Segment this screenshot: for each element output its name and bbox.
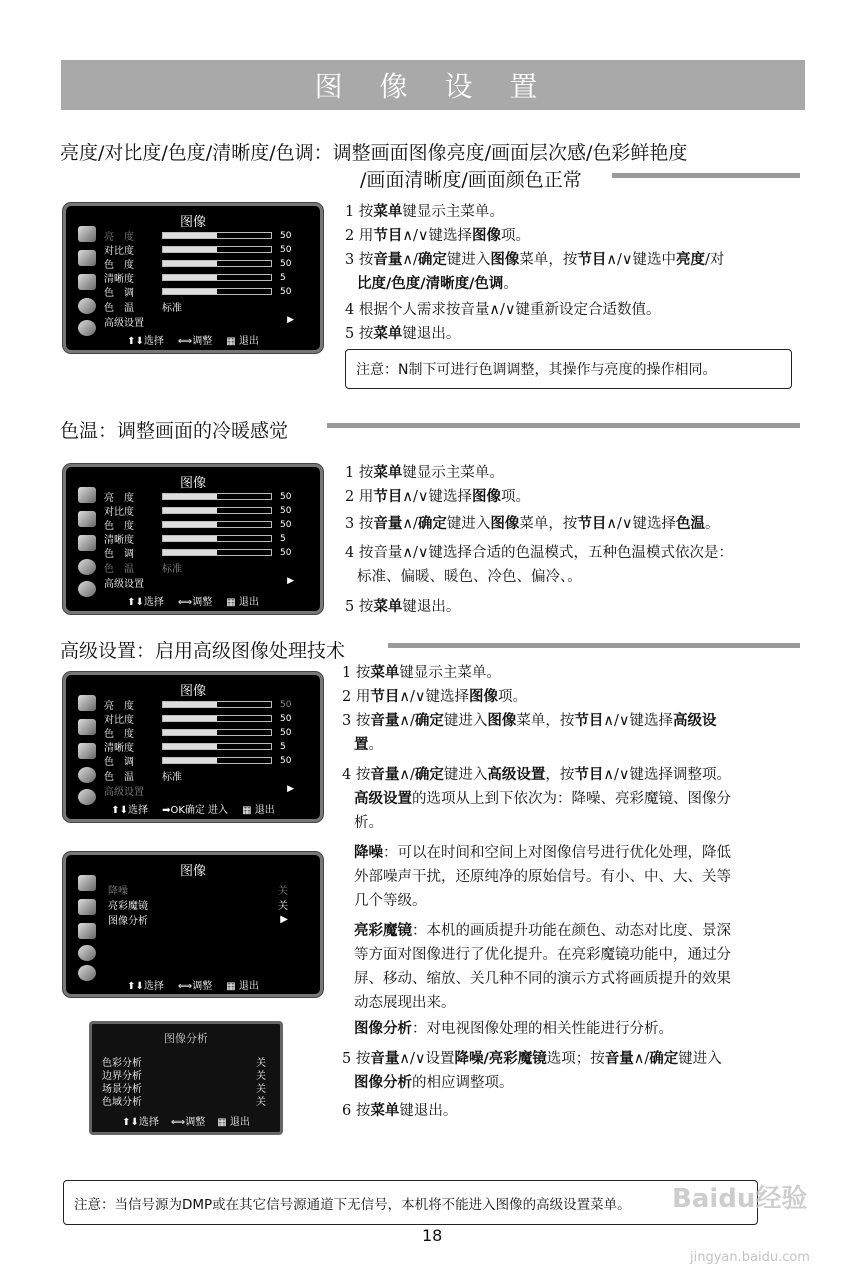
picture-icon: [78, 875, 96, 891]
step-3: 3 按音量∧/确定键进入图像菜单，按节目∧/∨键选择色温。: [345, 516, 720, 532]
step-4: 4 根据个人需求按音量∧/∨键重新设定合适数值。: [345, 302, 661, 318]
tv-menu-picture-2: [63, 464, 323, 614]
menu-row-sharpness: 清晰度 5: [104, 741, 286, 754]
section1-heading-line2: /画面清晰度/画面颜色正常: [360, 169, 582, 191]
sound-icon: [78, 250, 96, 266]
picture-icon: [78, 487, 96, 503]
menu-row-brightness: 亮 度 50: [104, 699, 292, 712]
step-4-cont2: 析。: [354, 815, 383, 831]
step-2: 2 用节目∧/∨键选择图像项。: [345, 489, 530, 505]
section1-heading-line1: 亮度/对比度/色度/清晰度/色调：调整画面图像亮度/画面层次感/色彩鲜艳度: [60, 142, 688, 164]
step-5: 5 按菜单键退出。: [345, 326, 461, 342]
settings-gear-icon: [78, 559, 96, 575]
step-1: 1 按菜单键显示主菜单。: [345, 465, 504, 481]
settings-gear-icon: [78, 767, 96, 783]
menu-right-arrow-icon: ▶: [287, 576, 294, 586]
section3-rule: [388, 643, 800, 648]
menu-row-gamut-analysis: 色域分析 关: [102, 1097, 266, 1108]
menu-row-sharpness: 清晰度 5: [104, 272, 286, 285]
section2-steps: [345, 461, 810, 619]
menu-title: 图像分析: [164, 1032, 208, 1045]
menu-title: 图像: [179, 476, 206, 491]
menu-row-color: 色 度 50: [104, 727, 292, 740]
page-title-bar: [61, 60, 805, 110]
menu-row-brightness: 亮 度 50: [104, 491, 292, 504]
menu-row-contrast: 对比度 50: [104, 713, 292, 726]
step-4-cont: 高级设置的选项从上到下依次为：降噪、亮彩魔镜、图像分: [354, 791, 731, 807]
menu-row-edge-analysis: 边界分析 关: [102, 1071, 266, 1082]
sound-icon: [78, 719, 96, 735]
color-magic-desc-3: 屏、移动、缩放、关几种不同的演示方式将画质提升的效果: [354, 971, 731, 987]
step-3-cont: 比度/色度/清晰度/色调。: [357, 276, 518, 292]
channel-icon: [78, 274, 96, 290]
bottom-note: 注意：当信号源为DMP或在其它信号源通道下无信号，本机将不能进入图像的高级设置菜单。: [63, 1180, 758, 1225]
menu-row-color-analysis: 色彩分析 关: [102, 1058, 266, 1069]
step-4-cont: 标准、偏暖、暖色、冷色、偏冷、。: [357, 569, 582, 585]
step-3-cont: 置。: [354, 737, 383, 753]
picture-icon: [78, 695, 96, 711]
section1-steps: [345, 200, 810, 346]
menu-row-color-temp: 色 温 标准: [104, 772, 182, 783]
noise-reduction-desc-3: 几个等级。: [354, 893, 427, 909]
menu-row-advanced: 高级设置: [104, 579, 144, 590]
noise-reduction-desc: 降噪：可以在时间和空间上对图像信号进行优化处理，降低: [354, 845, 731, 861]
menu-row-advanced: 高级设置: [104, 318, 144, 329]
menu-footer: ⬆⬇选择 ⟺调整 ▦ 退出: [127, 336, 259, 347]
menu-row-color: 色 度 50: [104, 258, 292, 271]
menu-row-tint: 色 调 50: [104, 547, 292, 560]
menu-title: 图像: [179, 684, 206, 699]
menu-row-contrast: 对比度 50: [104, 505, 292, 518]
noise-reduction-desc-2: 外部噪声干扰，还原纯净的原始信号。有小、中、大、关等: [354, 869, 731, 885]
picture-icon: [78, 226, 96, 242]
settings-gear-icon: [78, 298, 96, 314]
menu-row-image-analysis: 图像分析 ▶: [108, 914, 288, 927]
step-1: 1 按菜单键显示主菜单。: [345, 204, 504, 220]
menu-title: 图像: [179, 864, 206, 879]
color-magic-desc-2: 等方面对图像进行了优化提升。在亮彩魔镜功能中，通过分: [354, 947, 731, 963]
step-2: 2 用节目∧/∨键选择图像项。: [345, 228, 530, 244]
tv-menu-advanced: [63, 852, 323, 997]
menu-row-brightness: 亮 度 50: [104, 230, 292, 243]
menu-row-tint: 色 调 50: [104, 755, 292, 768]
step-6: 6 按菜单键退出。: [342, 1103, 458, 1119]
menu-row-color-temp: 色 温 标准: [104, 303, 182, 314]
section1-note: 注意：N制下可进行色调调整，其操作与亮度的操作相同。: [345, 349, 792, 389]
menu-row-color-magic: 亮彩魔镜 关: [108, 901, 288, 912]
image-analysis-desc: 图像分析：对电视图像处理的相关性能进行分析。: [354, 1021, 673, 1037]
step-3: 3 按音量∧/确定键进入图像菜单，按节目∧/∨键选中亮度/对: [345, 252, 725, 268]
menu-right-arrow-icon: ▶: [287, 784, 294, 794]
color-magic-desc: 亮彩魔镜：本机的画质提升功能在颜色、动态对比度、景深: [354, 923, 731, 939]
page-number: 18: [422, 1226, 443, 1245]
step-4: 4 按音量∧/∨键选择合适的色温模式，五种色温模式依次是：: [345, 545, 733, 561]
menu-row-sharpness: 清晰度 5: [104, 533, 286, 546]
step-5: 5 按菜单键退出。: [345, 599, 461, 615]
color-magic-desc-4: 动态展现出来。: [354, 995, 456, 1011]
menu-footer: ⬆⬇选择 ⟺调整 ▦ 退出: [127, 981, 259, 992]
section2-rule: [327, 423, 800, 428]
settings-gear-icon: [78, 945, 96, 961]
menu-row-color-temp: 色 温 标准: [104, 564, 182, 575]
menu-row-contrast: 对比度 50: [104, 244, 292, 257]
section2-heading: 色温：调整画面的冷暖感觉: [60, 420, 289, 442]
menu-row-color: 色 度 50: [104, 519, 292, 532]
watermark-logo: Baidu经验: [672, 1184, 808, 1214]
watermark-url: jingyan.baidu.com: [690, 1250, 810, 1265]
section3-heading: 高级设置：启用高级图像处理技术: [60, 640, 346, 662]
channel-icon: [78, 535, 96, 551]
channel-icon: [78, 923, 96, 939]
tv-menu-image-analysis: [89, 1021, 283, 1135]
menu-title: 图像: [179, 215, 206, 230]
menu-right-arrow-icon: ▶: [287, 315, 294, 325]
step-2: 2 用节目∧/∨键选择图像项。: [342, 689, 527, 705]
tv-menu-picture-3: [63, 672, 323, 822]
section3-steps: [342, 661, 812, 1123]
page-title: 图 像 设 置: [314, 70, 552, 103]
sound-icon: [78, 511, 96, 527]
menu-row-advanced: 高级设置: [104, 787, 144, 798]
menu-row-scene-analysis: 场景分析 关: [102, 1084, 266, 1095]
menu-footer: ⬆⬇选择 ➡OK确定 进入 ▦ 退出: [111, 805, 275, 816]
step-4: 4 按音量∧/确定键进入高级设置，按节目∧/∨键选择调整项。: [342, 767, 731, 783]
menu-row-noise-reduction: 降噪 关: [108, 886, 288, 897]
step-3: 3 按音量∧/确定键进入图像菜单，按节目∧/∨键选择高级设: [342, 713, 717, 729]
step-1: 1 按菜单键显示主菜单。: [342, 665, 501, 681]
tv-menu-picture-1: [63, 203, 323, 353]
menu-row-tint: 色 调 50: [104, 286, 292, 299]
section1-rule: [612, 173, 800, 178]
step-5-cont: 图像分析的相应调整项。: [354, 1075, 514, 1091]
step-5: 5 按音量∧/∨设置降噪/亮彩魔镜选项；按音量∧/确定键进入: [342, 1051, 722, 1067]
menu-footer: ⬆⬇选择 ⟺调整 ▦ 退出: [122, 1117, 250, 1128]
channel-icon: [78, 743, 96, 759]
menu-footer: ⬆⬇选择 ⟺调整 ▦ 退出: [127, 597, 259, 608]
sound-icon: [78, 899, 96, 915]
